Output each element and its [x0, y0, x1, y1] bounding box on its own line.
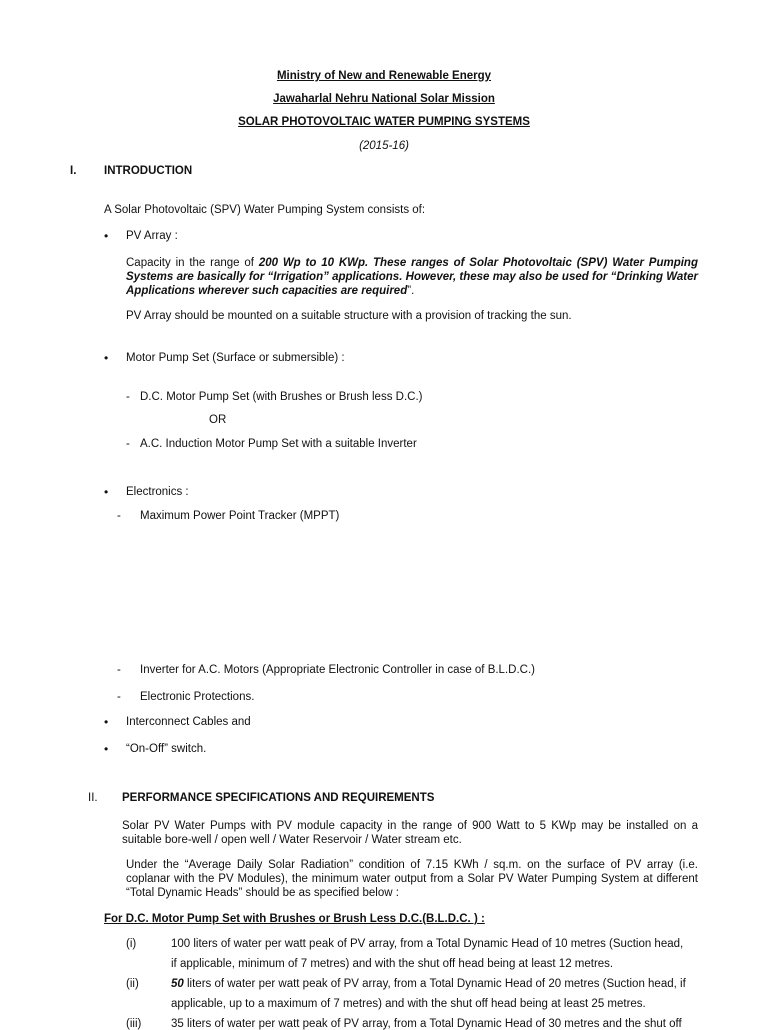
item-1-line-2: if applicable, minimum of 7 metres) and with the shut off head being at least 12 metres. — [171, 958, 614, 970]
item-2-line-1-text: liters of water per watt peak of PV array, from a Total Dynamic Head of 20 metres (Suction head, if — [183, 978, 686, 990]
bullet-marker: • — [104, 742, 109, 756]
or-text: OR — [209, 414, 227, 426]
section-1-title: INTRODUCTION — [104, 165, 193, 177]
item-3-line-1: 35 liters of water per watt peak of PV array, from a Total Dynamic Head of 30 metres and the shut off — [171, 1018, 682, 1030]
section-1-numeral: I. — [70, 165, 77, 177]
dash-marker: - — [117, 691, 121, 703]
electronics-label: Electronics : — [126, 486, 189, 498]
pv-capacity-paragraph — [126, 256, 698, 298]
item-2-line-1 — [171, 978, 686, 990]
cables-text: Interconnect Cables and — [126, 716, 251, 728]
item-1-line-1: 100 liters of water per watt peak of PV array, from a Total Dynamic Head of 10 metres (Suction head, — [171, 938, 684, 950]
bullet-marker: • — [104, 715, 109, 729]
capacity-range-text: 200 Wp to 10 KWp. These ranges of Solar Photovoltaic (SPV) Water Pumping Systems are basically for “Irrigation” applications. However, these may also be used for “Drinking Water Applications wherever such capacities are required — [126, 257, 698, 297]
bullet-marker: • — [104, 351, 109, 365]
dash-marker: - — [117, 510, 121, 522]
pv-array-label: PV Array : — [126, 230, 178, 242]
item-number: (i) — [126, 938, 137, 950]
section-2-paragraph-2: Under the “Average Daily Solar Radiation” condition of 7.15 KWh / sq.m. on the surface of PV array (i.e. coplanar with the PV Modules), the minimum water output from a Solar PV Water Pumping System at different “Total Dynamic Heads” should be as specified below : — [126, 859, 698, 899]
item-2-line-2: applicable, up to a maximum of 7 metres) and with the shut off head being at least 25 metres. — [171, 998, 646, 1010]
inverter-text: Inverter for A.C. Motors (Appropriate Electronic Controller in case of B.L.D.C.) — [140, 664, 535, 676]
bullet-marker: • — [104, 485, 109, 499]
section-2-numeral: II. — [88, 792, 98, 804]
document-title: SOLAR PHOTOVOLTAIC WATER PUMPING SYSTEMS — [238, 116, 530, 128]
intro-text: A Solar Photovoltaic (SPV) Water Pumping System consists of: — [104, 204, 426, 216]
capacity-lead: Capacity in the range of — [126, 257, 259, 269]
dc-pump-heading: For D.C. Motor Pump Set with Brushes or Brush Less D.C.(B.L.D.C. ) : — [104, 913, 485, 925]
year-label: (2015-16) — [359, 140, 409, 152]
dash-marker: - — [126, 438, 130, 450]
mppt-text: Maximum Power Point Tracker (MPPT) — [140, 510, 340, 522]
mission-heading: Jawaharlal Nehru National Solar Mission — [273, 93, 495, 105]
item-2-lead-value: 50 — [171, 978, 184, 990]
motor-pump-label: Motor Pump Set (Surface or submersible) : — [126, 352, 345, 364]
dc-motor-text: D.C. Motor Pump Set (with Brushes or Brush less D.C.) — [140, 391, 423, 403]
bullet-marker: • — [104, 229, 109, 243]
ac-motor-text: A.C. Induction Motor Pump Set with a suitable Inverter — [140, 438, 417, 450]
protections-text: Electronic Protections. — [140, 691, 255, 703]
switch-text: “On-Off” switch. — [126, 743, 207, 755]
section-2-paragraph-1: Solar PV Water Pumps with PV module capacity in the range of 900 Watt to 5 KWp may be installed on a suitable bore-well / open well / Water Reservoir / Water stream etc. — [122, 820, 698, 846]
pv-mount-text: PV Array should be mounted on a suitable structure with a provision of tracking the sun. — [126, 310, 572, 322]
item-number: (iii) — [126, 1018, 142, 1030]
item-number: (ii) — [126, 978, 139, 990]
section-2-title: PERFORMANCE SPECIFICATIONS AND REQUIREMENTS — [122, 792, 435, 804]
ministry-heading: Ministry of New and Renewable Energy — [276, 70, 492, 82]
dash-marker: - — [126, 391, 130, 403]
capacity-end: ”. — [407, 285, 415, 297]
dash-marker: - — [117, 664, 121, 676]
